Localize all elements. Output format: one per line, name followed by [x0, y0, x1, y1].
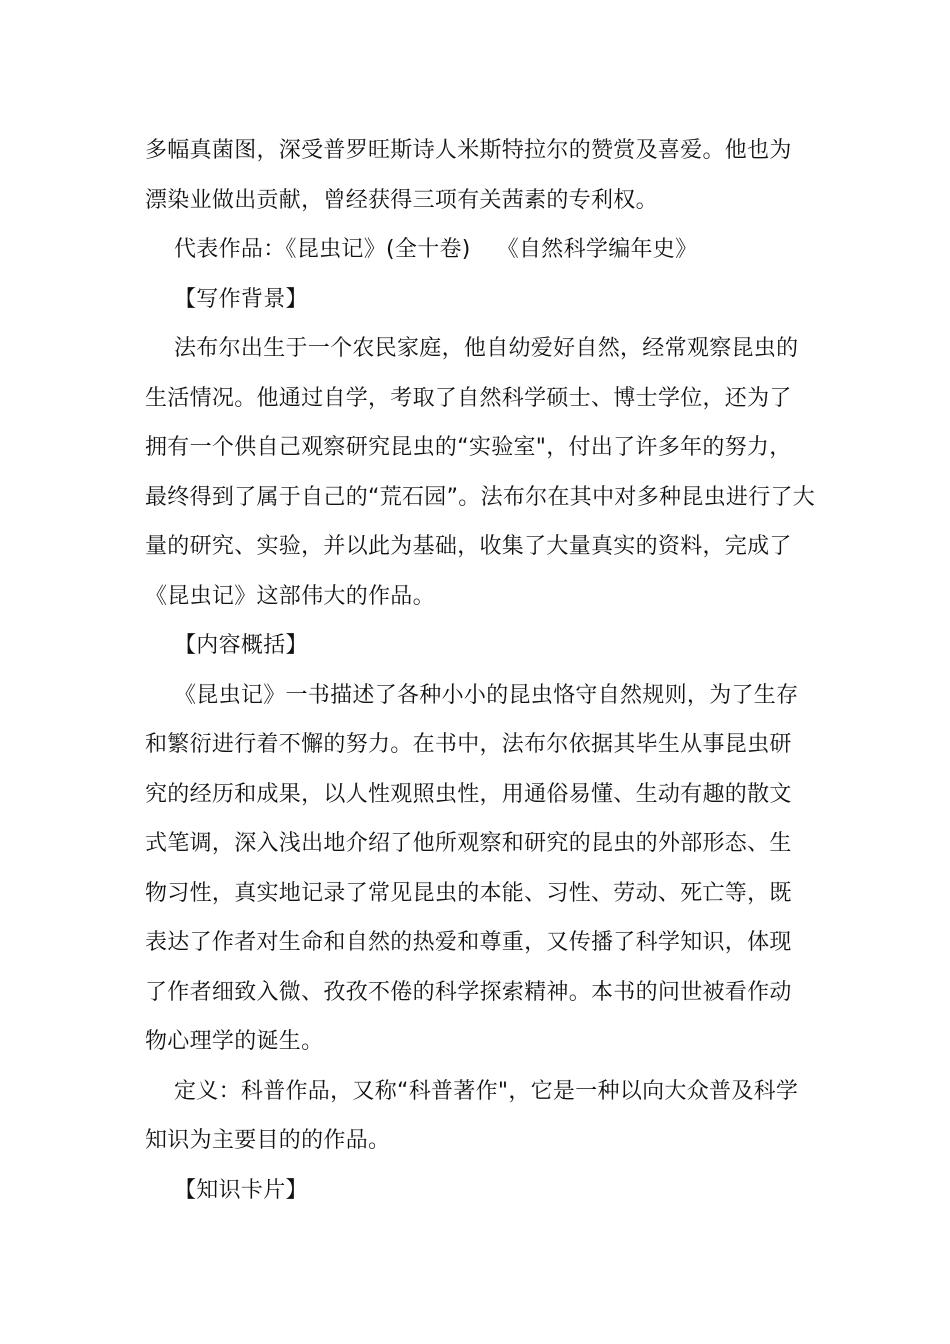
section-heading-writing-background: 【写作背景】 [174, 286, 308, 312]
paragraph-line: 法布尔出生于一个农民家庭，他自幼爱好自然，经常观察昆虫的 [174, 336, 799, 361]
paragraph-line: 量的研究、实验，并以此为基础，收集了大量真实的资料，完成了 [145, 534, 792, 559]
section-heading-knowledge-card: 【知识卡片】 [174, 1177, 308, 1203]
document-body [145, 126, 816, 1215]
work-title: 《昆虫记》(全十卷) [285, 237, 471, 262]
section-heading-content-summary: 【内容概括】 [174, 633, 308, 658]
paragraph-line: 最终得到了属于自己的“荒石园”。法布尔在其中对多种昆虫进行了大 [145, 484, 816, 510]
definition-line: 定义：科普作品，又称“科普著作"，它是一种以向大众普及科学 [174, 1078, 799, 1104]
paragraph-line: 究的经历和成果，以人性观照虫性，用通俗易懂、生动有趣的散文 [145, 781, 792, 807]
paragraph-line: 《昆虫记》一书描述了各种小小的昆虫恪守自然规则，为了生存 [174, 682, 799, 708]
work-title: 《自然科学编年史》 [496, 237, 698, 262]
paragraph-line: 生活情况。他通过自学，考取了自然科学硕士、博士学位，还为了 [145, 385, 792, 411]
paragraph-line: 了作者细致入微、孜孜不倦的科学探索精神。本书的问世被看作动 [145, 979, 792, 1005]
paragraph-line: 物心理学的诞生。 [145, 1029, 324, 1054]
paragraph-line: 式笔调，深入浅出地介绍了他所观察和研究的昆虫的外部形态、生 [145, 831, 792, 856]
paragraph-line: 多幅真菌图，深受普罗旺斯诗人米斯特拉尔的赞赏及喜爱。他也为 [145, 138, 792, 163]
paragraph-line: 表达了作者对生命和自然的热爱和尊重，又传播了科学知识，体现 [145, 930, 792, 955]
paragraph-line: 漂染业做出贡献，曾经获得三项有关茜素的专利权。 [145, 187, 658, 213]
paragraph-line: 和繁衍进行着不懈的努力。在书中，法布尔依据其毕生从事昆虫研 [145, 732, 792, 757]
paragraph-line: 拥有一个供自己观察研究昆虫的“实验室"，付出了许多年的努力， [145, 435, 792, 460]
paragraph-line: 《昆虫记》这部伟大的作品。 [145, 583, 435, 609]
representative-works-label: 代表作品： [174, 237, 286, 262]
definition-line: 知识为主要目的的作品。 [145, 1128, 391, 1153]
representative-works-line [145, 225, 810, 275]
paragraph-line: 物习性，真实地记录了常见昆虫的本能、习性、劳动、死亡等，既 [145, 880, 792, 906]
